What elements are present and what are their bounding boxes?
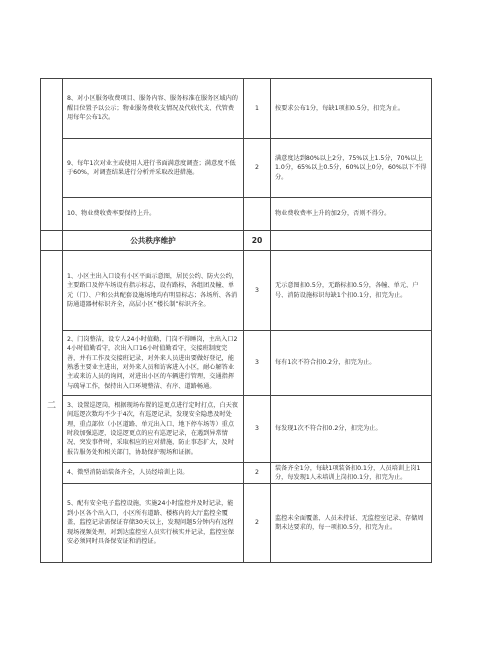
table-row xyxy=(41,331,432,396)
item-score: 3 xyxy=(244,251,271,331)
scoring-criteria: 按要求公布1分，每缺1项扣0.5分，扣完为止。 xyxy=(271,79,432,139)
item-text: 2、门岗整洁，设专人24小时值勤，门岗不得睡岗，主出入口24小时值勤看守，次出入口16小时值勤看守，交接班制度完善，并有工作及交接班记录，对外来人员进出要做好登记，能熟悉主要业主进出，对外来人员和访客进入小区，耐心解答业主或来访人员的询问，对进出小区的车辆进行管理，交通指挥与疏导工作，保持出入口环境整洁、有序、道路畅通。 xyxy=(63,331,244,396)
table-row xyxy=(41,484,432,563)
section-title: 公共秩序维护 xyxy=(63,231,244,251)
item-score: 3 xyxy=(244,396,271,463)
section-score: 20 xyxy=(244,231,271,251)
item-score: 1 xyxy=(244,79,271,139)
scoring-criteria: 每发现1次不符合扣0.2分，扣完为止。 xyxy=(271,396,432,463)
section-number: 二 xyxy=(41,251,63,563)
section-number-cell xyxy=(41,231,63,251)
item-text: 5、配有安全电子监控设施，实施24小时监控并及时记录，能到小区各个出入口，小区所有道路、楼栋内的大厅监控全覆盖，监控记录需保证存储30天以上，发现问题5分钟内有远程现场视频处理，对到达监控室人员实行核实并记录，监控室保安必须同时具备保安证和消控证。 xyxy=(63,484,244,563)
section-header-row xyxy=(41,231,432,251)
table-row xyxy=(41,396,432,463)
scoring-criteria: 物业费收费率上升的加2分，否则不得分。 xyxy=(271,198,432,231)
item-text: 9、每年1次对业主或使用人进行书面满意度调查；满意度不低于60%，对调查结果进行分析并采取改进措施。 xyxy=(63,139,244,198)
item-text: 8、对小区服务收费项目、服务内容、服务标准在服务区域内的醒目位置予以公示；物业服务费收支情况及代收代支、代管费用每年公布1次。 xyxy=(63,79,244,139)
scoring-criteria: 无示意图扣0.5分，无路标扣0.5分，各幢、单元、户号、消防设施标识每缺1个扣0.1分，扣完为止。 xyxy=(271,251,432,331)
table-row xyxy=(41,139,432,198)
section-number-cell xyxy=(41,79,63,231)
scoring-table xyxy=(40,78,432,563)
item-score: 2 xyxy=(244,484,271,563)
empty-cell xyxy=(271,231,432,251)
scoring-criteria: 监控未全面覆盖、人员未持证、无监控室记录、存储周期未达要求的，每一项扣0.5分，扣完为止。 xyxy=(271,484,432,563)
item-text: 1、小区主出入口设有小区平面示意图，居民公约、防火公约，主要路口及停车场设有指示标志，设有路标，各组团及幢、单元（门）、户和公共配套设施场地均有明显标志；各场所、各消防通道器材标识齐全，高层小区“楼长制”标识齐全。 xyxy=(63,251,244,331)
item-text: 10、物业费收费率要保持上升。 xyxy=(63,198,244,231)
table-row xyxy=(41,198,432,231)
item-text: 3、设置巡逻岗，根据现场布置的巡更点进行定时打点，白天夜间巡逻次数均不少于4次，有巡逻记录，发现安全隐患及时处理，重点部位（小区道路、单元出入口、地下停车场等）重点时段加强巡逻，设巡逻更点的应有巡逻记录，在遇到异常情况、突发事件时，采取相应的应对措施，防止事态扩大，及时报告服务处和相关部门，协助保护现场和证据。 xyxy=(63,396,244,463)
table-row xyxy=(41,79,432,139)
item-score: 3 xyxy=(244,331,271,396)
item-score: 2 xyxy=(244,463,271,484)
item-text: 4、微型消防站装备齐全，人员经培训上岗。 xyxy=(63,463,244,484)
scoring-criteria: 每有1次不符合扣0.2分，扣完为止。 xyxy=(271,331,432,396)
item-score xyxy=(244,198,271,231)
scoring-criteria: 满意度达到80%以上2分，75%以上1.5分，70%以上1.0分，65%以上0.5分，60%以上0分，60%以下不得分。 xyxy=(271,139,432,198)
item-score: 2 xyxy=(244,139,271,198)
table-row xyxy=(41,463,432,484)
scoring-criteria: 装备齐全1分，每缺1项装备扣0.1分，人员培训上岗1分，每发现1人未培训上岗扣0.1分，扣完为止。 xyxy=(271,463,432,484)
table-row xyxy=(41,251,432,331)
